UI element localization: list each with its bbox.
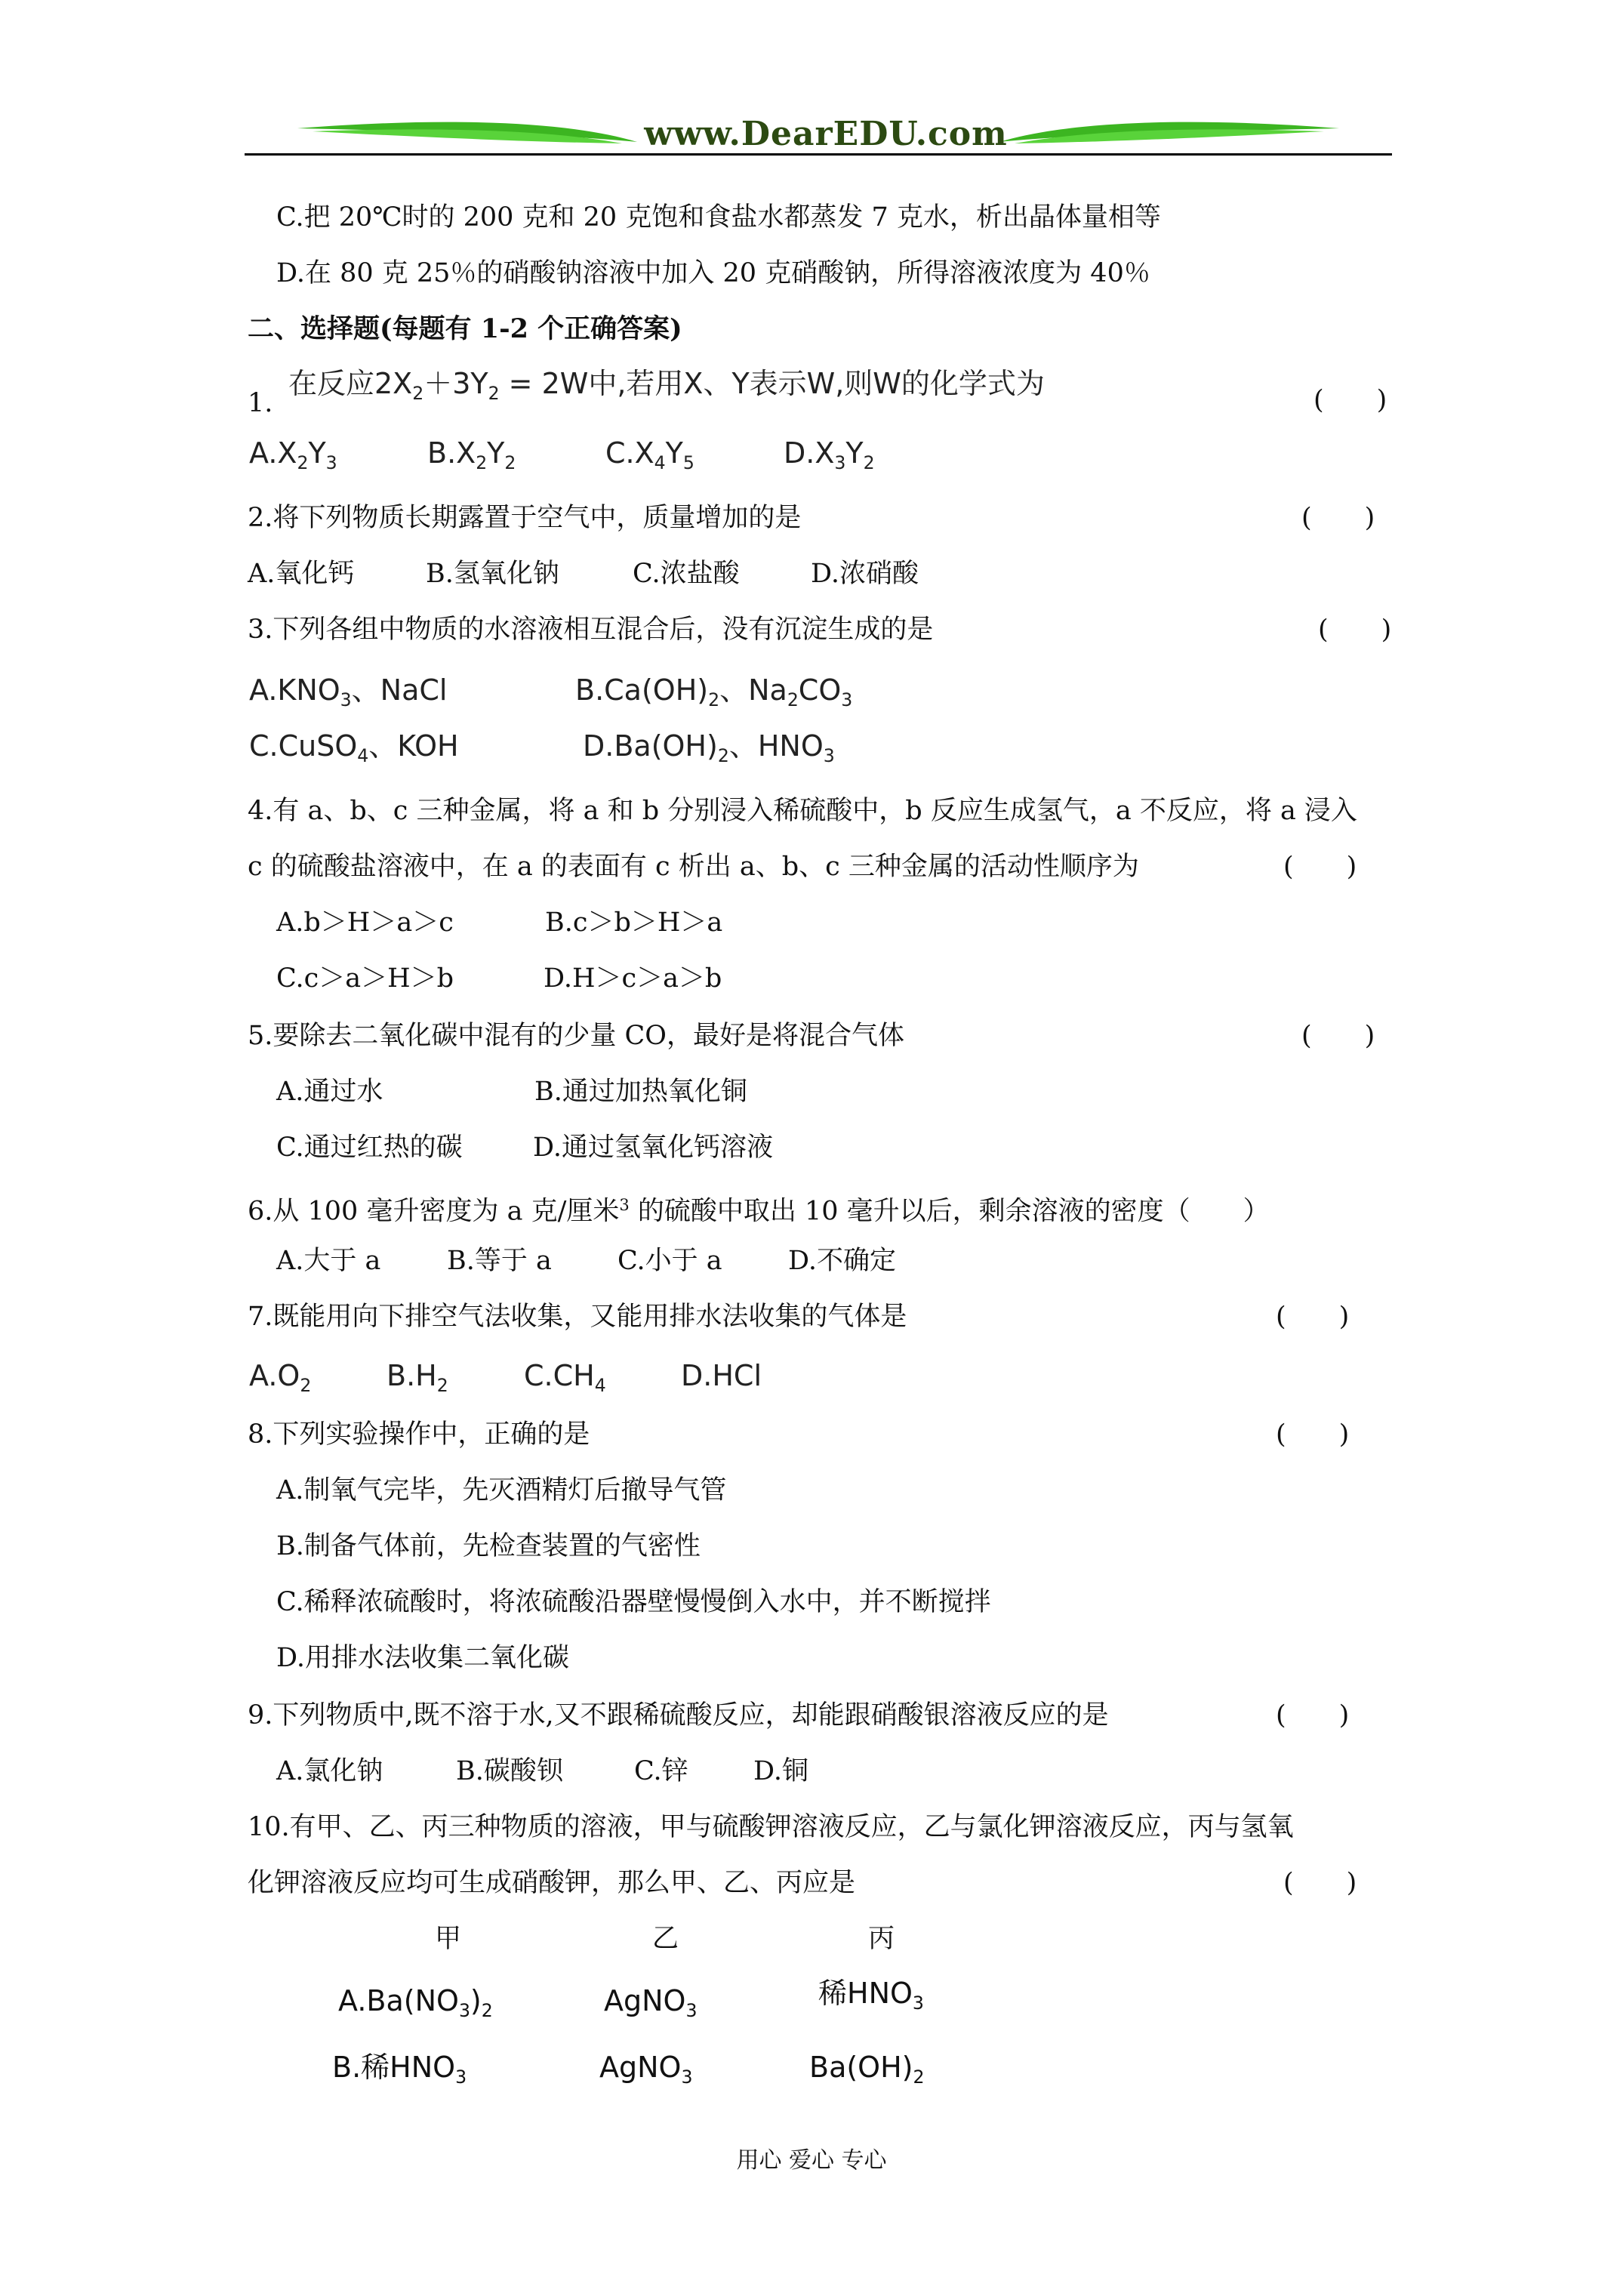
q10-option-a-yi: AgNO$_3$ — [604, 1984, 698, 2022]
carry-over-option-d: D.在 80 克 25％的硝酸钠溶液中加入 20 克硝酸钠，所得溶液浓度为 40％ — [276, 258, 1150, 288]
q7-option-c: $C.CH_4$ — [524, 1359, 606, 1397]
q6-stem: 6.从 100 毫升密度为 a 克/厘米$^3$ 的硫酸中取出 10 毫升以后，剩余溶液的密度（ ） — [248, 1196, 1270, 1227]
q2-option-c: C.浓盐酸 — [633, 559, 740, 589]
q5-option-d: D.通过氢氧化钙溶液 — [533, 1133, 773, 1163]
q7-answer-bracket[interactable]: ( ) — [1276, 1302, 1350, 1332]
q5-option-c: C.通过红热的碳 — [276, 1133, 463, 1163]
q8-option-b: B.制备气体前，先检查装置的气密性 — [276, 1531, 701, 1561]
q10-option-b-bing: $Ba(OH)_2$ — [809, 2051, 925, 2088]
q7-option-d: D.HCl — [681, 1359, 762, 1392]
q9-answer-bracket[interactable]: ( ) — [1276, 1700, 1350, 1730]
q8-option-a: A.制氧气完毕，先灭酒精灯后撤导气管 — [276, 1475, 727, 1505]
q9-option-c: C.锌 — [634, 1756, 688, 1786]
q5-answer-bracket[interactable]: ( ) — [1301, 1021, 1375, 1051]
q6-option-a: A.大于 a — [276, 1246, 381, 1276]
q6-option-b: B.等于 a — [447, 1246, 552, 1276]
q2-option-d: D.浓硝酸 — [811, 559, 919, 589]
q4-stem-line2: c 的硫酸盐溶液中，在 a 的表面有 c 析出 a、b、c 三种金属的活动性顺序为 — [248, 852, 1139, 882]
q10-stem-line2: 化钾溶液反应均可生成硝酸钾，那么甲、乙、丙应是 — [248, 1868, 856, 1898]
q1-answer-bracket[interactable]: ( ) — [1313, 385, 1387, 415]
q9-stem: 9.下列物质中,既不溶于水,又不跟稀硫酸反应，却能跟硝酸银溶液反应的是 — [248, 1700, 1109, 1730]
header-divider — [245, 153, 1392, 156]
q10-answer-bracket[interactable]: ( ) — [1283, 1868, 1357, 1898]
q9-option-a: A.氯化钠 — [276, 1756, 383, 1786]
q8-option-d: D.用排水法收集二氧化碳 — [276, 1643, 569, 1673]
q5-stem: 5.要除去二氧化碳中混有的少量 CO，最好是将混合气体 — [248, 1021, 904, 1051]
q9-options — [276, 1755, 808, 1788]
q8-answer-bracket[interactable]: ( ) — [1276, 1419, 1350, 1450]
q1-number: 1. — [248, 388, 273, 418]
q7-option-a: $A.O_2$ — [249, 1359, 312, 1397]
q1-option-b: $B.X_2Y_2$ — [427, 436, 516, 474]
q10-option-a-jia: $A.Ba(NO_3)_2$ — [338, 1984, 493, 2022]
section-title: 二、选择题(每题有 1-2 个正确答案) — [248, 313, 682, 344]
q6-option-c: C.小于 a — [617, 1246, 722, 1276]
q9-option-d: D.铜 — [753, 1756, 808, 1786]
q1-option-d: $D.X_3Y_2$ — [784, 436, 875, 474]
q4-stem-line1: 4.有 a、b、c 三种金属，将 a 和 b 分别浸入稀硫酸中，b 反应生成氢气，a 不反应，将 a 浸入 — [248, 796, 1357, 826]
header-banner — [245, 112, 1392, 159]
carry-over-option-c: C.把 20℃时的 200 克和 20 克饱和食盐水都蒸发 7 克水，析出晶体量相等 — [276, 202, 1161, 233]
q10-header-jia: 甲 — [435, 1924, 462, 1954]
q8-option-c: C.稀释浓硫酸时，将浓硫酸沿器壁慢慢倒入水中，并不断搅拌 — [276, 1587, 991, 1617]
q4-answer-bracket[interactable]: ( ) — [1283, 852, 1357, 882]
q6-options — [276, 1244, 896, 1277]
q10-stem-line1: 10.有甲、乙、丙三种物质的溶液，甲与硫酸钾溶液反应，乙与氯化钾溶液反应，丙与氢氧 — [248, 1812, 1294, 1842]
q8-stem: 8.下列实验操作中，正确的是 — [248, 1419, 590, 1450]
q3-stem: 3.下列各组中物质的水溶液相互混合后，没有沉淀生成的是 — [248, 615, 934, 645]
q3-option-c: C.CuSO$_4$、KOH — [249, 729, 459, 767]
q7-stem: 7.既能用向下排空气法收集，又能用排水法收集的气体是 — [248, 1302, 907, 1332]
q10-option-a-bing: 稀$HNO_3$ — [818, 1977, 924, 2014]
q2-option-a: A.氧化钙 — [248, 559, 355, 589]
q2-stem: 2.将下列物质长期露置于空气中，质量增加的是 — [248, 503, 802, 533]
q3-option-d: $D.Ba(OH)_2$、$HNO_3$ — [583, 729, 835, 767]
q5-option-a: A.通过水 — [276, 1077, 383, 1107]
q9-option-b: B.碳酸钡 — [456, 1756, 563, 1786]
q3-option-b: $B.Ca(OH)_2$、$Na_2CO_3$ — [575, 673, 853, 711]
q10-header-yi: 乙 — [652, 1924, 679, 1954]
q2-answer-bracket[interactable]: ( ) — [1301, 503, 1375, 533]
q4-option-c: C.c＞a＞H＞b — [276, 963, 454, 994]
q10-option-b-jia: B.稀$HNO_3$ — [332, 2051, 467, 2088]
q7-option-b: $B.H_2$ — [387, 1359, 448, 1397]
q10-option-b-yi: AgNO$_3$ — [599, 2051, 693, 2088]
q3-answer-bracket[interactable]: ( ) — [1318, 615, 1392, 645]
q2-options — [248, 557, 919, 590]
q1-stem: 在反应$2X_2+3Y_2 = 2W$中,若用X、Y表示W,则W的化学式为 — [288, 367, 1045, 405]
q5-option-b: B.通过加热氧化铜 — [534, 1077, 747, 1107]
header-site-name: www.DearEDU.com — [644, 115, 1008, 153]
q4-option-b: B.c＞b＞H＞a — [545, 908, 723, 938]
q6-option-d: D.不确定 — [788, 1246, 896, 1276]
q1-option-a: $A.X_2Y_3$ — [249, 436, 337, 474]
q1-options — [249, 436, 875, 479]
q4-option-d: D.H＞c＞a＞b — [544, 963, 722, 994]
q4-option-a: A.b＞H＞a＞c — [276, 908, 454, 938]
q1-option-c: $C.X_4Y_5$ — [605, 436, 694, 474]
q2-option-b: B.氢氧化钠 — [426, 559, 559, 589]
q10-header-bing: 丙 — [868, 1924, 895, 1954]
q3-option-a: $A.KNO_3$、NaCl — [249, 673, 448, 711]
q7-options — [249, 1359, 762, 1402]
page-footer: 用心 爱心 专心 — [736, 2147, 887, 2174]
